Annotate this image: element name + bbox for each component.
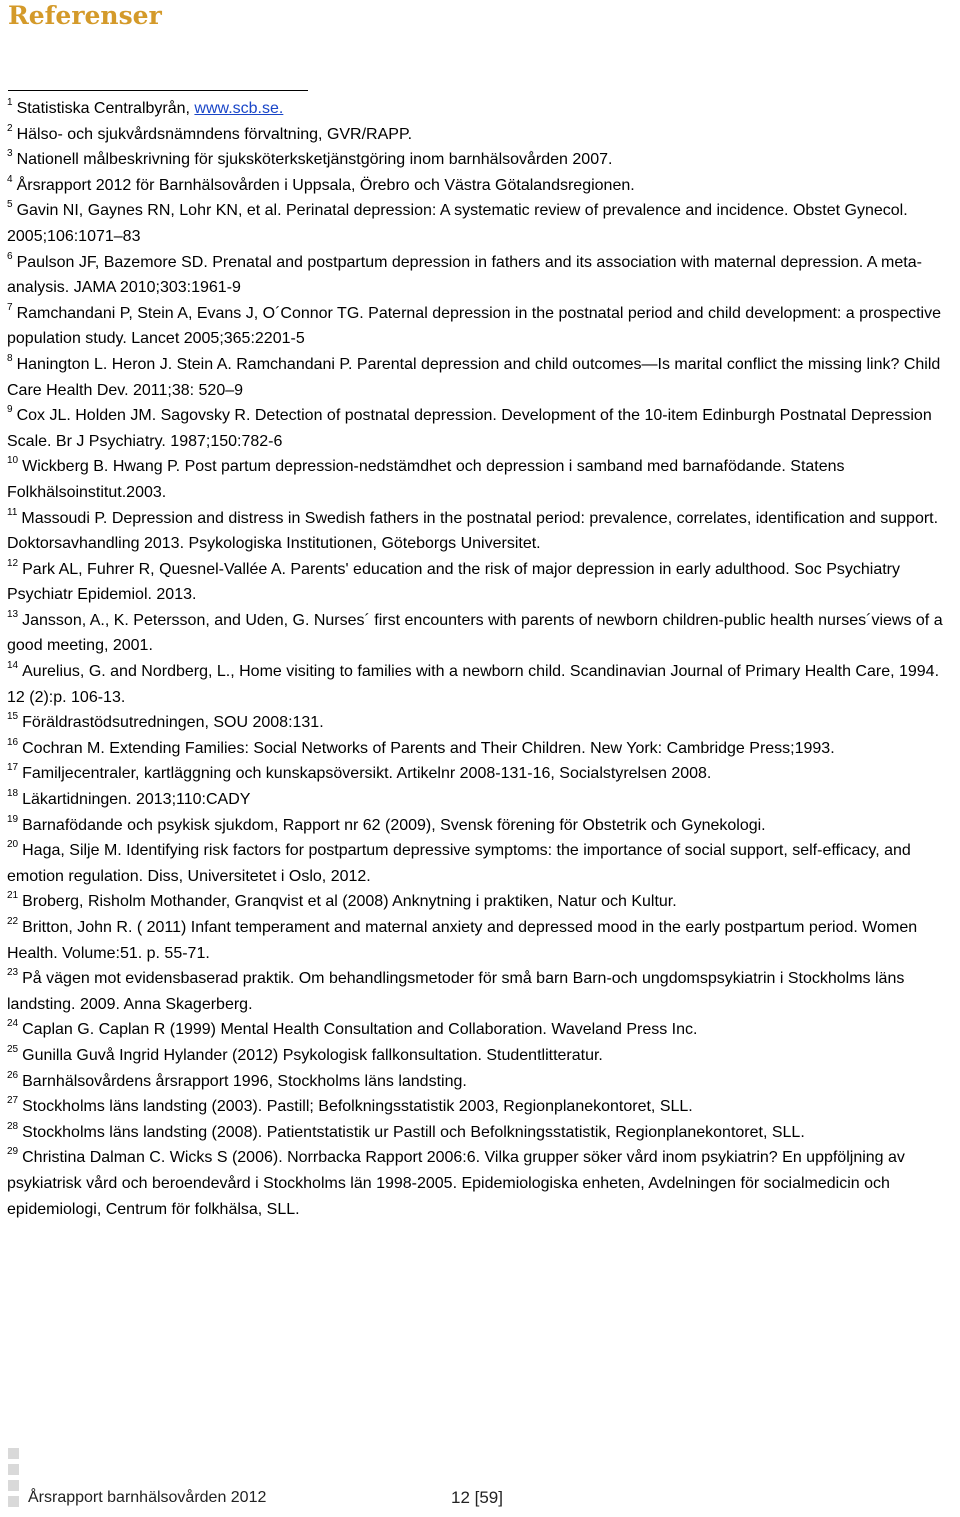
reference-item (7, 454, 959, 505)
footnote-divider (8, 90, 308, 91)
footer-decoration-square (8, 1480, 19, 1491)
reference-text: Aurelius, G. and Nordberg, L., Home visiting to families with a newborn child. Scandinavian Journal of Primary Health Care, 1994. 12 (2):p. 106-13. (7, 663, 940, 706)
reference-number: 26 (7, 1069, 19, 1081)
page-number: 12 [59] (451, 1488, 503, 1507)
reference-item (7, 966, 959, 1017)
reference-number: 28 (7, 1120, 19, 1132)
reference-item (7, 1069, 959, 1095)
reference-number: 23 (7, 967, 19, 979)
reference-text: Hälso- och sjukvårdsnämndens förvaltning, GVR/RAPP. (16, 125, 413, 143)
reference-number: 21 (7, 890, 19, 902)
reference-item (7, 710, 959, 736)
reference-number: 2 (7, 122, 13, 134)
reference-item (7, 250, 959, 301)
reference-item (7, 147, 959, 173)
reference-number: 29 (7, 1146, 19, 1158)
reference-number: 24 (7, 1018, 19, 1030)
reference-text: Gavin NI, Gaynes RN, Lohr KN, et al. Perinatal depression: A systematic review of prevalence and incidence. Obstet Gynecol. 2005;106:1071–83 (7, 202, 908, 245)
reference-number: 9 (7, 404, 13, 416)
reference-text: Park AL, Fuhrer R, Quesnel-Vallée A. Parents' education and the risk of major depression in early adulthood. Soc Psychiatry Psychiatr Epidemiol. 2013. (7, 560, 901, 604)
reference-number: 10 (7, 455, 19, 467)
footer-title: Årsrapport barnhälsovården 2012 (28, 1489, 267, 1506)
footer-decoration-square (8, 1496, 19, 1507)
reference-number: 19 (7, 813, 19, 825)
reference-item (7, 198, 959, 249)
reference-text: Cox JL. Holden JM. Sagovsky R. Detection of postnatal depression. Development of the 10-item Edinburgh Postnatal Depression Scale. Br J Psychiatry. 1987;150:782-6 (7, 407, 932, 450)
reference-text: Barnafödande och psykisk sjukdom, Rapport nr 62 (2009), Svensk förening för Obstetrik och Gynekologi. (22, 816, 766, 834)
reference-item (7, 1145, 959, 1222)
reference-text: Wickberg B. Hwang P. Post partum depression-nedstämdhet och depression i samband med barnafödande. Statens Folkhälsoinstitut.2003. (7, 458, 845, 501)
reference-number: 11 (7, 506, 18, 518)
reference-text: Läkartidningen. 2013;110:CADY (22, 791, 251, 809)
reference-number: 20 (7, 839, 19, 851)
reference-item (7, 915, 959, 966)
reference-item (7, 1043, 959, 1069)
reference-number: 1 (7, 97, 13, 108)
reference-item (7, 838, 959, 889)
reference-number: 16 (7, 736, 19, 748)
reference-item (7, 1017, 959, 1043)
reference-number: 12 (7, 557, 19, 569)
reference-text: Cochran M. Extending Families: Social Networks of Parents and Their Children. New York: Cambridge Press;1993. (22, 739, 835, 757)
reference-number: 15 (7, 711, 19, 723)
reference-text: Haga, Silje M. Identifying risk factors for postpartum depressive symptoms: the importance of social support, self-efficacy, and emotion regulation. Diss, Universitetet i Oslo, 2012. (7, 842, 911, 885)
reference-number: 25 (7, 1043, 19, 1055)
reference-number: 18 (7, 788, 19, 800)
reference-number: 22 (7, 916, 19, 927)
reference-text: Caplan G. Caplan R (1999) Mental Health Consultation and Collaboration. Waveland Press Inc. (22, 1021, 698, 1039)
reference-number: 13 (7, 608, 19, 620)
reference-item (7, 659, 959, 710)
reference-number: 3 (7, 148, 13, 160)
reference-item (7, 787, 959, 813)
reference-number: 8 (7, 352, 13, 364)
reference-link[interactable]: www.scb.se. (194, 100, 284, 117)
reference-text: Massoudi P. Depression and distress in Swedish fathers in the postnatal period: prevalence, correlates, identification and support. Doktorsavhandling 2013. Psykologiska Institutionen, Göteborgs Universitet. (7, 509, 939, 553)
page-footer (8, 1442, 960, 1517)
reference-text: Statistiska Centralbyrån, (16, 100, 195, 117)
reference-item (7, 761, 959, 787)
reference-number: 7 (7, 301, 13, 313)
reference-text: På vägen mot evidensbaserad praktik. Om behandlingsmetoder för små barn Barn-och ungdomspsykiatrin i Stockholms läns landsting. 2009. Anna Skagerberg. (7, 970, 905, 1013)
reference-text: Stockholms läns landsting (2003). Pastill; Befolkningsstatistik 2003, Regionplanekontoret, SLL. (22, 1098, 693, 1116)
footer-decoration-square (8, 1464, 19, 1475)
reference-item (7, 608, 959, 659)
reference-number: 14 (7, 660, 19, 672)
reference-item (7, 122, 959, 148)
reference-item (7, 1094, 959, 1120)
reference-item (7, 557, 959, 608)
reference-number: 4 (7, 173, 13, 185)
reference-text: Ramchandani P, Stein A, Evans J, O´Connor TG. Paternal depression in the postnatal period and child development: a prospective population study. Lancet 2005;365:2201-5 (7, 304, 941, 348)
reference-item (7, 889, 959, 915)
reference-item (7, 1120, 959, 1146)
reference-text: Jansson, A., K. Petersson, and Uden, G. Nurses´ first encounters with parents of newborn children-public health nurses´views of a good meeting, 2001. (7, 611, 943, 655)
reference-item (7, 813, 959, 839)
reference-number: 5 (7, 199, 13, 211)
reference-text: Britton, John R. ( 2011) Infant temperament and maternal anxiety and depressed mood in the early postpartum period. Women Health. Volume:51. p. 55-71. (7, 919, 918, 962)
reference-number: 17 (7, 762, 19, 774)
reference-text: Hanington L. Heron J. Stein A. Ramchandani P. Parental depression and child outcomes—Is marital conflict the missing link? Child Care Health Dev. 2011;38: 520–9 (7, 355, 941, 399)
reference-item (7, 352, 959, 403)
reference-item (7, 506, 959, 557)
reference-list (7, 96, 959, 1222)
reference-number: 6 (7, 250, 13, 262)
reference-item (7, 403, 959, 454)
reference-text: Christina Dalman C. Wicks S (2006). Norrbacka Rapport 2006:6. Vilka grupper söker vård inom psykiatrin? En uppföljning av psykiatrisk vård och beroendevård i Stockholms län 1998-2005. Epidemiologiska enheten, Avdelningen för socialmedicin och epidemiologi, Centrum för folkhälsa, SLL. (7, 1149, 905, 1218)
page-title: Referenser (8, 1, 162, 30)
reference-text: Stockholms läns landsting (2008). Patientstatistik ur Pastill och Befolkningsstatistik, Regionplanekontoret, SLL. (22, 1123, 805, 1141)
reference-text: Paulson JF, Bazemore SD. Prenatal and postpartum depression in fathers and its association with maternal depression. A meta-analysis. JAMA 2010;303:1961-9 (7, 253, 922, 297)
reference-text: Nationell målbeskrivning för sjuksköterksketjänstgöring inom barnhälsovården 2007. (16, 151, 613, 169)
reference-text: Årsrapport 2012 för Barnhälsovården i Uppsala, Örebro och Västra Götalandsregionen. (16, 176, 635, 194)
reference-text: Föräldrastödsutredningen, SOU 2008:131. (22, 714, 324, 732)
reference-item (7, 96, 959, 122)
reference-text: Gunilla Guvå Ingrid Hylander (2012) Psykologisk fallkonsultation. Studentlitteratur. (22, 1046, 603, 1064)
reference-item (7, 301, 959, 352)
reference-number: 27 (7, 1095, 19, 1107)
footer-decoration-square (8, 1448, 19, 1459)
reference-item (7, 736, 959, 762)
reference-text: Barnhälsovårdens årsrapport 1996, Stockholms läns landsting. (22, 1072, 467, 1090)
reference-text: Broberg, Risholm Mothander, Granqvist et al (2008) Anknytning i praktiken, Natur och Kultur. (22, 893, 677, 911)
reference-item (7, 173, 959, 199)
reference-text: Familjecentraler, kartläggning och kunskapsöversikt. Artikelnr 2008-131-16, Socialstyrelsen 2008. (22, 765, 712, 783)
